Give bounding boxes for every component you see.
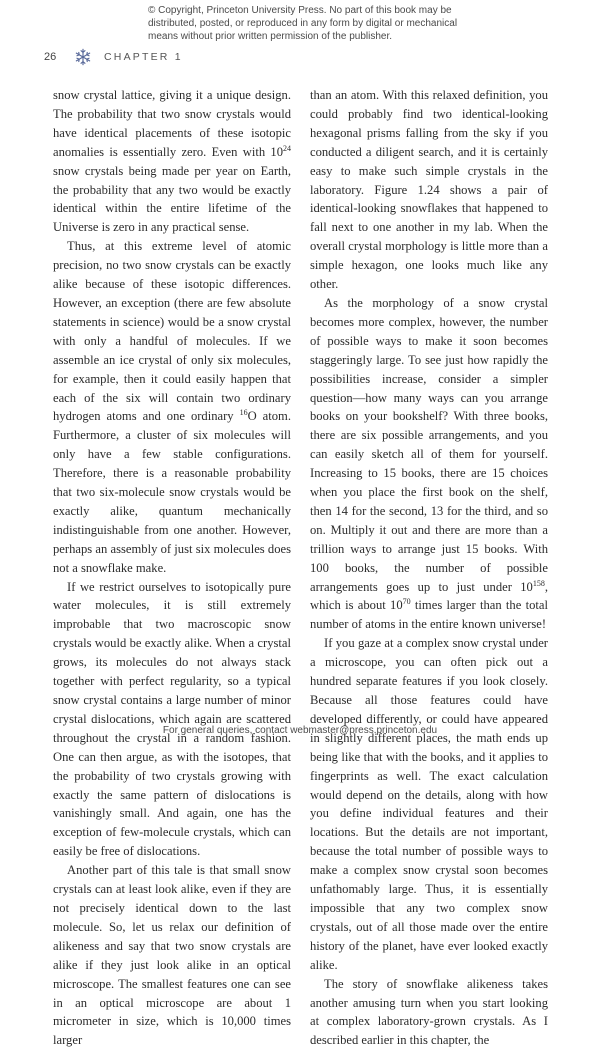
body-paragraph: Another part of this tale is that small snow crystals can at least look alike, even if they are not precisely identical down to the last molecule. So, let us relax our definition of alikeness and say that two snow crystals are alike if they just look alike in an optical microscope. The smallest features one can see in an optical microscope are about 1 micrometer in size, which is 10,000 times larger: [53, 863, 291, 1048]
running-head: [44, 48, 183, 66]
superscript: 24: [283, 143, 291, 153]
left-column: [53, 86, 291, 1050]
copyright-line: distributed, posted, or reproduced in any form by digital or mechanical: [148, 18, 458, 29]
body-paragraph: Thus, at this extreme level of atomic precision, no two snow crystals can be exactly alike because of these isotopic differences. However, an exception (there are few absolute statements in science) would be a snow crystal with only a handful of molecules. If we assemble an ice crystal of only six molecules, for example, then it could easily happen that each of the six will contain two ordinary hydrogen atoms and one ordinary $^{16}$O atom. Furthermore, a cluster of six molecules will only have a few stable configurations. Therefore, there is a reasonable probability that two six-molecule snow crystals would be exactly alike, quantum mechanically indistinguishable from one another. However, perhaps an assembly of just six molecules does not a snowflake make.: [53, 239, 292, 575]
body-paragraph: As the morphology of a snow crystal becomes more complex, however, the number of possible ways to make it soon becomes staggeringly large. To see just how rapidly the possibilities increase, consider a simpler question—how many ways can you arrange books on your bookshelf? With three books, there are six possible arrangements, and you can easily sketch all of them for yourself. Increasing to 15 books, there are 15 choices when you place the first book on the shelf, then 14 for the second, 13 for the third, and so on. Multiply it out and there are more than a trillion ways to arrange just 15 books. With 100 books, the number of possible arrangements goes up to just under $10^{158}$, which is about $10^{70}$ times larger than the total number of atoms in the entire known universe!: [310, 295, 548, 632]
superscript: 16: [239, 408, 248, 418]
body-paragraph: than an atom. With this relaxed definition, you could probably find two identical-looking hexagonal prisms falling from the sky if you conducted a diligent search, and it is certainly easy to make such simple crystals in the laboratory. Figure 1.24 shows a pair of identical-looking snowflakes that happened to fall next to one another in my lab. When the overall crystal morphology is little more than a simple hexagon, one looks much like any other.: [310, 88, 548, 292]
body-paragraph: snow crystal lattice, giving it a unique design. The probability that two snow crystals would have identical placements of these isotopic anomalies is essentially zero. Even with $10^{24}$ snow crystals being made per year on Earth, the probability that any two would be exactly identical within the entire lifetime of the Universe is zero in any practical sense.: [53, 88, 291, 235]
body-paragraph: The story of snowflake alikeness takes another amusing turn when you start looking at complex laboratory-grown crystals. As I described earlier in this chapter, the: [310, 976, 548, 1048]
superscript: 158: [532, 578, 545, 588]
chapter-label: CHAPTER 1: [104, 51, 183, 63]
body-paragraph: If you gaze at a complex snow crystal under a microscope, you can often pick out a hundred separate features if you look closely. Because all those features could have developed differently, or could have appeared in slightly different places, the math ends up being like that with the books, and it applies to fingerprints as well. The exact calculation would depend on the details, along with how you define individual features and their locations. But the details are not important, because the total number of possible ways to make a complex snow crystal soon becomes unfathomably large. Thus, it is essentially impossible that any two complex snow crystals, out of all those made over the entire history of the planet, have ever looked exactly alike.: [310, 636, 548, 972]
copyright-line: means without prior written permission of the publisher.: [148, 31, 393, 42]
snowflake-icon: [74, 48, 92, 66]
copyright-line: © Copyright, Princeton University Press. No part of this book may be: [148, 5, 452, 16]
copyright-notice: [148, 4, 478, 43]
footer-contact: For general queries, contact webmaster@press.princeton.edu: [162, 725, 438, 736]
superscript: 70: [402, 597, 411, 607]
body-paragraph: If we restrict ourselves to isotopically pure water molecules, it is still extremely improbable that two macroscopic snow crystals would be exactly alike. When a crystal grows, its molecules do not always stack together with perfect regularity, so a typical snow crystal contains a large number of minor crystal dislocations, which again are scattered throughout the crystal in a random fashion. One can then argue, as with the isotopes, that the probability of two crystals growing with exactly the same pattern of dislocations is vanishingly small. And again, one has the exception of few-molecule crystals, which can easily be free of dislocations.: [53, 579, 291, 859]
right-column: [310, 86, 548, 1050]
page-number: 26: [44, 51, 57, 63]
